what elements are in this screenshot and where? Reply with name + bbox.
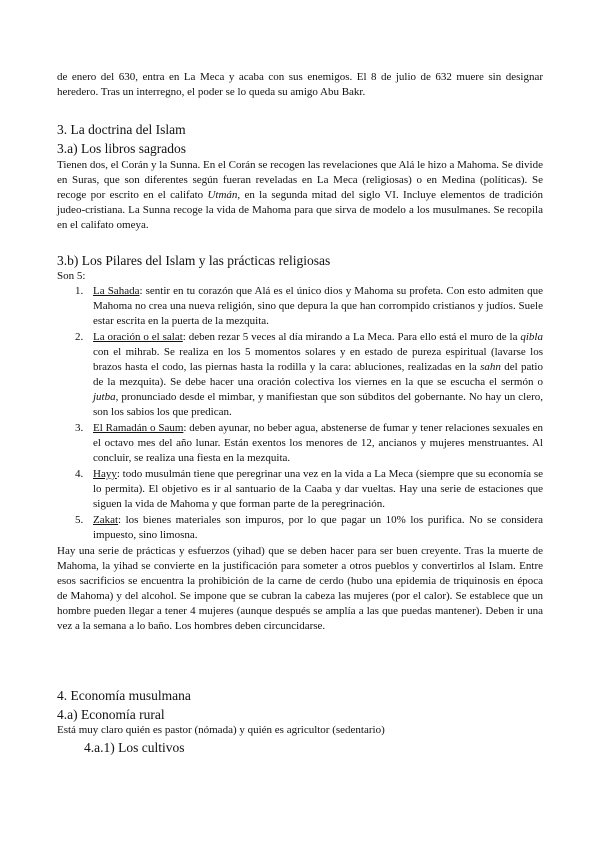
- section-3b: [57, 252, 543, 634]
- intro-block: [57, 70, 543, 100]
- section-4a-text: Está muy claro quién es pastor (nómada) y quién es agricultor (sedentario): [57, 724, 385, 736]
- list-item: 2. La oración o el salat: deben rezar 5 veces al día mirando a La Meca. Para ello está el muro de la qibla con el mihrab. Se realiza en los 5 momentos solares y en estado de pureza espiritual (lavarse los brazos hasta el codo, las piernas hasta la rodilla y la cara: abluciones, realizadas en la sahn del patio de la mezquita). Se debe hacer una oración colectiva los viernes en la que se escucha el sermón o jutba, pronunciado desde el mimbar, y manifiestan que son súbditos del gobernante. No hay un clero, son los sabios los que predican.: [75, 331, 543, 418]
- section-4: [57, 687, 543, 756]
- section-4a1-heading: 4.a.1) Los cultivos: [84, 740, 185, 755]
- list-item: 3. El Ramadán o Saum: deben ayunar, no beber agua, abstenerse de fumar y tener relaciones sexuales en el octavo mes del año lunar. Están exentos los menores de 12, ancianos y mujeres menstruantes. Al concluir, se realiza una fiesta en la mezquita.: [75, 422, 543, 464]
- pillar-title: La Sahada: [93, 285, 140, 297]
- list-item: 1. La Sahada: sentir en tu corazón que Alá es el único dios y Mahoma su profeta. Con esto admiten que Mahoma no crea una nueva religión, sino que depura la que han corrompido cristianos y judíos. Suele estar escrita en la puerta de la mezquita.: [75, 285, 543, 327]
- list-item: 5. Zakat: los bienes materiales son impuros, por lo que pagar un 10% los purifica. No se considera impuesto, sino limosna.: [75, 514, 543, 541]
- pillar-title: El Ramadán o Saum: [93, 422, 184, 434]
- section-3a-heading: 3.a) Los libros sagrados: [57, 141, 186, 156]
- pillars-list: [57, 284, 543, 543]
- intro-paragraph: de enero del 630, entra en La Meca y acaba con sus enemigos. El 8 de julio de 632 muere sin designar heredero. Tras un interregno, el poder se lo queda su amigo Abu Bakr.: [57, 71, 543, 98]
- pillar-title: La oración o el salat: [93, 331, 183, 343]
- section-4a-heading: 4.a) Economía rural: [57, 707, 165, 722]
- section-3a-paragraph: Tienen dos, el Corán y la Sunna. En el Corán se recogen las revelaciones que Alá le hizo a Mahoma. Se divide en Suras, que son diferentes según fueran reveladas en La Meca (religiosas) o en Medina (políticas). Se recoge por escrito en el califato Utmán, en la segunda mitad del siglo VI. Incluye elementos de tradición judeo-cristiana. La Sunna recoge la vida de Mahoma para que sirva de modelo a los musulmanes. Se recopila en el califato omeya.: [57, 159, 544, 231]
- list-item: 4. Hayy: todo musulmán tiene que peregrinar una vez en la vida a La Meca (siempre que su economía se lo permita). El objetivo es ir al santuario de la Caaba y dar vueltas. Hay una serie de estaciones que siguen la vida de Mahoma y que forman parte de la peregrinación.: [75, 468, 543, 510]
- section-3: [57, 121, 543, 233]
- pillars-intro: Son 5:: [57, 270, 86, 282]
- practices-paragraph: Hay una serie de prácticas y esfuerzos (yihad) que se deben hacer para ser buen creyente. Tras la muerte de Mahoma, la yihad se convierte en la justificación para someter a otros pueblos y convertirlos al Islam. Entre esos sacrificios se encuentra la prohibición de la carne de cerdo (hubo una epidemia de triquinosis en época de Mahoma) y del alcohol. Se impone que se cubran la cabeza las mujeres (por el calor). Se establece que un hombre pueden llegar a tener 4 mujeres (aunque después se amplía a las que puedas mantener). Deben ir una vez a la semana a lo baño. Los hombres deben circuncidarse.: [57, 545, 543, 632]
- utman-term: Utmán: [207, 189, 238, 201]
- pillar-title: Zakat: [93, 514, 119, 526]
- pillar-title: Hayy: [93, 468, 117, 480]
- section-3b-heading: 3.b) Los Pilares del Islam y las prácticas religiosas: [57, 253, 331, 268]
- section-4-heading: 4. Economía musulmana: [57, 688, 191, 703]
- section-3-heading: 3. La doctrina del Islam: [57, 122, 186, 137]
